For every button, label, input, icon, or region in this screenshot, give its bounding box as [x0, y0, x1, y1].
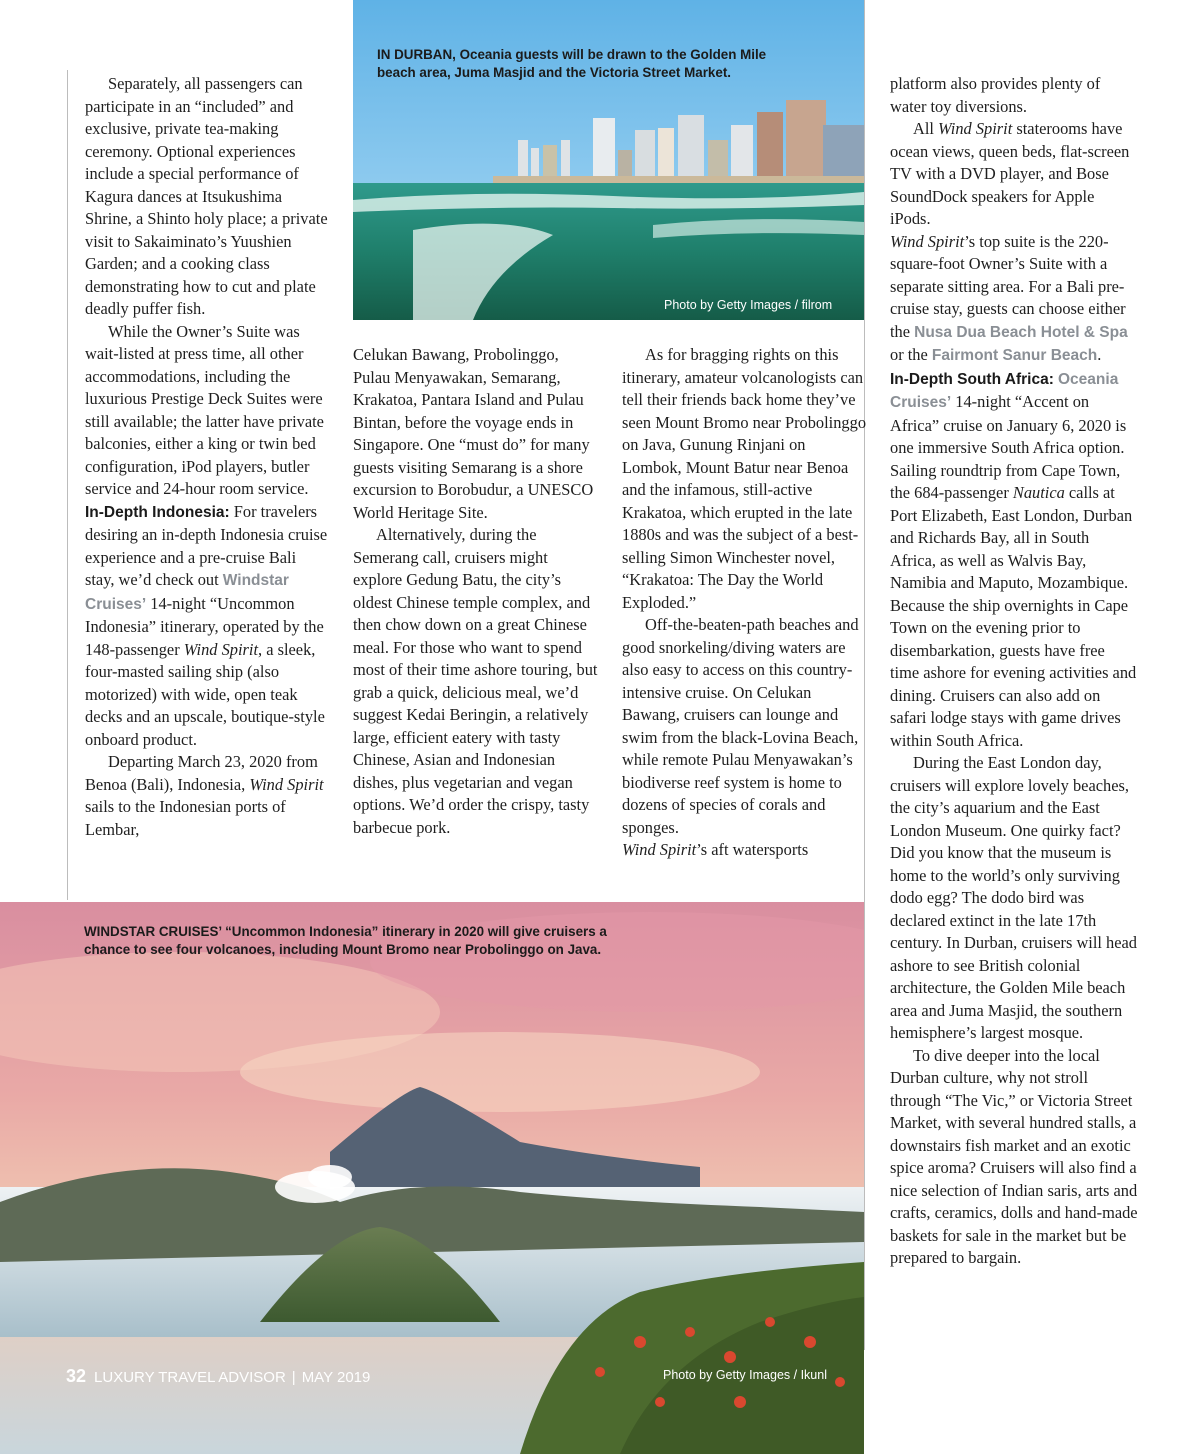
brand-nusa-dua: Nusa Dua Beach Hotel & Spa	[914, 323, 1128, 341]
paragraph: To dive deeper into the local Durban culture, why not stroll through “The Vic,” or Victoria Street Market, with several hundred stalls, a downstairs fish market and an exotic spice aroma? Cruisers will also find a nice selection of Indian saris, arts and crafts, ceramics, dolls and hand-made baskets for sale in the market but be prepared to bargain.	[890, 1045, 1138, 1267]
paragraph: Wind Spirit’s aft watersports	[622, 840, 809, 859]
paragraph: Departing March 23, 2020 from Benoa (Bali), Indonesia, Wind Spirit sails to the Indonesian ports of Lembar,	[85, 752, 324, 839]
paragraph: Alternatively, during the Semerang call, cruisers might explore Gedung Batu, the city’s oldest Chinese temple complex, and then chow down on a great Chinese meal. For those who want to spend most of their time ashore touring, but grab a quick, delicious meal, we’d suggest Kedai Beringin, a relatively large, efficient eatery with tasty Chinese, Asian and Indonesian dishes, plus vegetarian and vegan options. We’d order the crispy, tasty barbecue pork.	[353, 525, 598, 837]
publication-name: LUXURY TRAVEL ADVISOR	[94, 1369, 286, 1386]
issue-date: MAY 2019	[301, 1369, 371, 1386]
article-column-4	[890, 73, 1138, 1270]
paragraph: Separately, all passengers can participate in an “included” and exclusive, private tea-making ceremony. Optional experiences include a special performance of Kagura dances at Itsukushima Shrine, a Shinto holy place; a private visit to Sakaiminato’s Yuushien Garden; and a cooking class demonstrating how to cut and plate deadly puffer fish.	[85, 74, 328, 318]
paragraph: Celukan Bawang, Probolinggo, Pulau Menyawakan, Semarang, Krakatoa, Pantara Island and Pulau Bintan, before the voyage ends in Singapore. One “must do” for many guests visiting Semarang is a shore excursion to Borobudur, a UNESCO World Heritage Site.	[353, 345, 594, 522]
brand-oceania: Oceania Cruises’	[890, 370, 1119, 411]
caption-lead: IN DURBAN,	[377, 47, 456, 62]
paragraph: platform also provides plenty of water toy diversions.	[890, 74, 1101, 116]
durban-photo-credit: Photo by Getty Images / filrom	[664, 298, 833, 312]
paragraph: As for bragging rights on this itinerary, amateur volcanologists can tell their friends back home they’ve seen Mount Bromo near Probolinggo on Java, Gunung Rinjani on Lombok, Mount Batur near Benoa and the infamous, still-active Krakatoa, which erupted in the late 1880s and was the subject of a best-selling Simon Winchester novel, “Krakatoa: The Day the World Exploded.”	[622, 345, 867, 612]
subhead-south-africa: In-Depth South Africa:	[890, 370, 1054, 388]
article-column-2	[353, 344, 598, 839]
bromo-photo-caption: WINDSTAR CRUISES’ “Uncommon Indonesia” itinerary in 2020 will give cruisers a chance to see four volcanoes, including Mount Bromo near Probolinggo on Java.	[84, 924, 607, 957]
subhead-paragraph: In-Depth Indonesia: For travelers desiring an in-depth Indonesia cruise experience and a pre-cruise Bali stay, we’d check out Windstar Cruises’ 14-night “Uncommon Indonesia” itinerary, operated by the 148-passenger Wind Spirit, a sleek, four-masted sailing ship (also motorized) with wide, open teak decks and an upscale, boutique-style onboard product.	[85, 501, 328, 749]
caption-lead: WINDSTAR CRUISES’	[84, 924, 222, 939]
page-footer: 32 LUXURY TRAVEL ADVISOR | MAY 2019	[66, 1366, 371, 1386]
paragraph: All Wind Spirit staterooms have ocean views, queen beds, flat-screen TV with a DVD player, and Bose SoundDock speakers for Apple iPods.	[890, 119, 1130, 228]
article-column-3	[622, 344, 866, 862]
bromo-photo-credit: Photo by Getty Images / Ikunl	[663, 1368, 827, 1382]
subhead-indonesia: In-Depth Indonesia:	[85, 503, 230, 521]
subhead-paragraph: In-Depth South Africa: Oceania Cruises’ 14-night “Accent on Africa” cruise on January 6, 2020 is one immersive South Africa option. Sailing roundtrip from Cape Town, the 684-passenger Nautica calls at Port Elizabeth, East London, Durban and Richards Bay, all in South Africa, as well as Walvis Bay, Namibia and Maputo, Mozambique. Because the ship overnights in Cape Town on the evening prior to disembarkation, guests have free time ashore for evening activities and dining. Cruisers can also add on safari lodge stays with game drives within South Africa.	[890, 370, 1137, 750]
paragraph: Wind Spirit’s top suite is the 220-square-foot Owner’s Suite with a separate sitting area. For a Bali pre-cruise stay, guests can choose either the Nusa Dua Beach Hotel & Spa or the Fairmont Sanur Beach.	[890, 231, 1128, 364]
paragraph: During the East London day, cruisers will explore lovely beaches, the city’s aquarium and the East London Museum. One quirky fact? Did you know that the museum is home to the world’s only surviving dodo egg? The dodo bird was declared extinct in the late 17th century. In Durban, cruisers will head ashore to see British colonial architecture, the Golden Mile beach area and Juma Masjid, the southern hemisphere’s largest mosque.	[890, 753, 1137, 1042]
paragraph: While the Owner’s Suite was wait-listed at press time, all other accommodations, including the luxurious Prestige Deck Suites were still available; the latter have private balconies, either a king or twin bed configuration, iPod players, butler service and 24-hour room service.	[85, 321, 324, 498]
durban-photo-caption: IN DURBAN, Oceania guests will be drawn to the Golden Mile beach area, Juma Masjid and the Victoria Street Market.	[377, 47, 767, 80]
brand-windstar: Windstar Cruises’	[85, 572, 289, 613]
paragraph: Off-the-beaten-path beaches and good snorkeling/diving waters are also easy to access on this country-intensive cruise. On Celukan Bawang, cruisers can lounge and swim from the black-Lovina Beach, while remote Pulau Menyawakan’s biodiverse reef system is home to dozens of species of corals and sponges.	[622, 615, 859, 837]
article-column-1	[85, 73, 328, 841]
brand-fairmont: Fairmont Sanur Beach	[931, 347, 1098, 364]
page-number: 32	[66, 1366, 87, 1386]
column-rule-left	[67, 70, 68, 900]
